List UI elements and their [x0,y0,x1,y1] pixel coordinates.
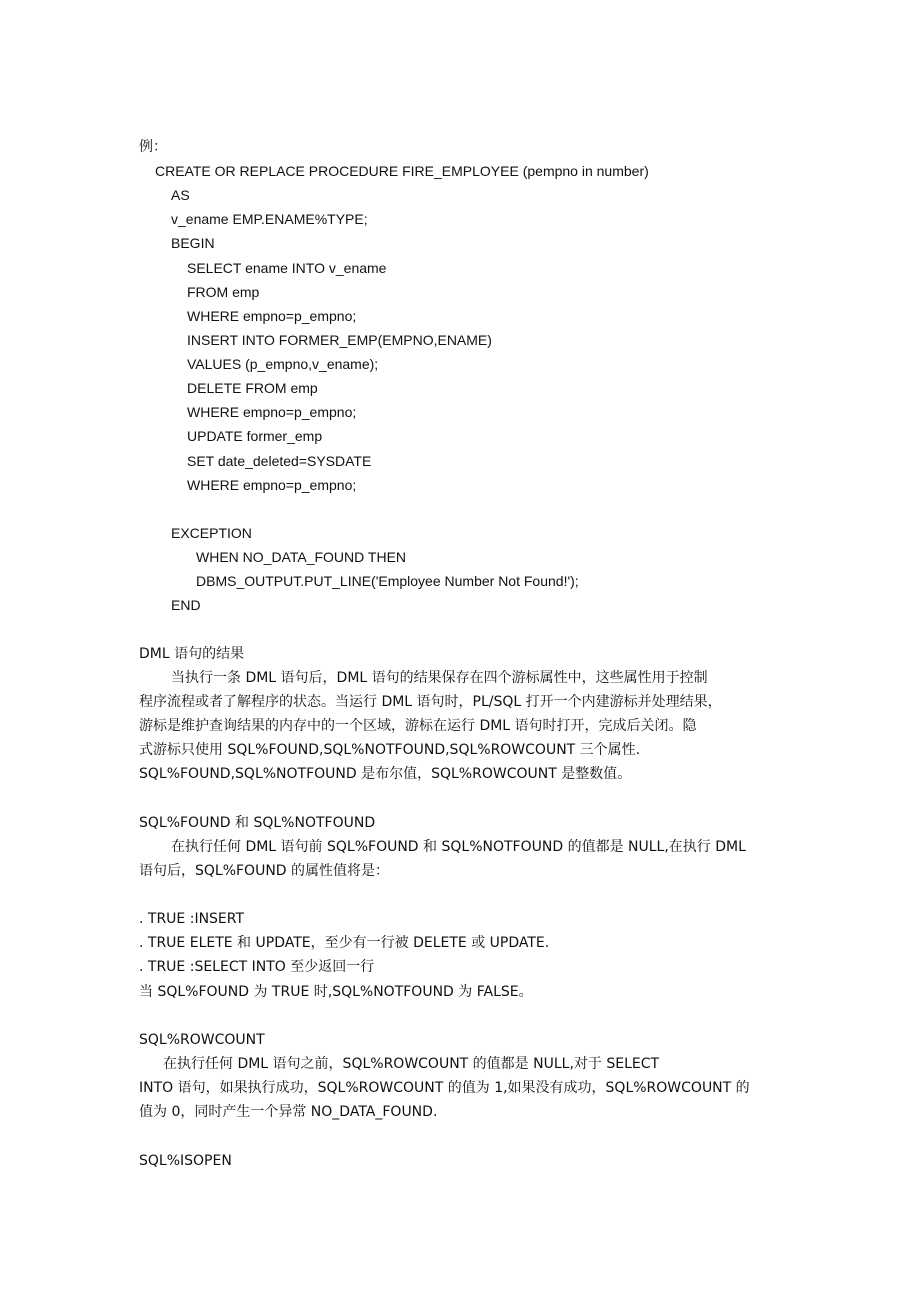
paragraph-line: 在执行任何 DML 语句前 SQL%FOUND 和 SQL%NOTFOUND 的值都是 NULL,在执行 DML [171,839,746,855]
code-line: WHERE empno=p_empno; [187,404,357,420]
code-line: DBMS_OUTPUT.PUT_LINE('Employee Number Not Found!'); [196,573,579,589]
section-heading-rowcount: SQL%ROWCOUNT [139,1032,265,1048]
code-line: BEGIN [171,235,215,251]
code-line: SET date_deleted=SYSDATE [187,453,372,469]
paragraph-line: 在执行任何 DML 语句之前，SQL%ROWCOUNT 的值都是 NULL,对于 SELECT [163,1056,660,1072]
section-heading-dml-result: DML 语句的结果 [139,646,245,662]
code-line: VALUES (p_empno,v_ename); [187,356,379,372]
code-line: EXCEPTION [171,525,252,541]
code-line: END [171,597,201,613]
paragraph-line: INTO 语句，如果执行成功，SQL%ROWCOUNT 的值为 1,如果没有成功，SQL%ROWCOUNT 的 [139,1080,750,1096]
code-line: WHERE empno=p_empno; [187,477,357,493]
list-item: . TRUE ELETE 和 UPDATE，至少有一行被 DELETE 或 UPDATE. [139,935,550,951]
section-heading-isopen: SQL%ISOPEN [139,1153,232,1169]
section-heading-found: SQL%FOUND 和 SQL%NOTFOUND [139,815,376,831]
paragraph-line: 值为 0，同时产生一个异常 NO_DATA_FOUND. [139,1104,438,1120]
code-line: WHEN NO_DATA_FOUND THEN [196,549,407,565]
list-item: . TRUE :INSERT [139,911,245,927]
code-line: UPDATE former_emp [187,428,323,444]
paragraph-line: SQL%FOUND,SQL%NOTFOUND 是布尔值，SQL%ROWCOUNT 是整数值。 [139,766,632,782]
paragraph-line: 程序流程或者了解程序的状态。当运行 DML 语句时，PL/SQL 打开一个内建游标并处理结果， [139,694,722,710]
paragraph-line: 游标是维护查询结果的内存中的一个区域，游标在运行 DML 语句时打开，完成后关闭。隐 [139,718,697,734]
code-line: AS [171,187,190,203]
code-line: FROM emp [187,284,260,300]
paragraph-line: 当执行一条 DML 语句后，DML 语句的结果保存在四个游标属性中，这些属性用于控制 [171,670,708,686]
list-item: . TRUE :SELECT INTO 至少返回一行 [139,959,375,975]
code-line: WHERE empno=p_empno; [187,308,357,324]
paragraph-line: 语句后，SQL%FOUND 的属性值将是： [139,863,390,879]
example-label: 例： [139,139,167,155]
code-line: SELECT ename INTO v_ename [187,260,387,276]
code-line: INSERT INTO FORMER_EMP(EMPNO,ENAME) [187,332,492,348]
code-line: DELETE FROM emp [187,380,318,396]
paragraph-line: 式游标只使用 SQL%FOUND,SQL%NOTFOUND,SQL%ROWCOUNT 三个属性. [139,742,641,758]
code-line: v_ename EMP.ENAME%TYPE; [171,211,368,227]
code-line: CREATE OR REPLACE PROCEDURE FIRE_EMPLOYEE (pempno in number) [155,163,649,179]
paragraph-line: 当 SQL%FOUND 为 TRUE 时,SQL%NOTFOUND 为 FALSE。 [139,984,533,1000]
